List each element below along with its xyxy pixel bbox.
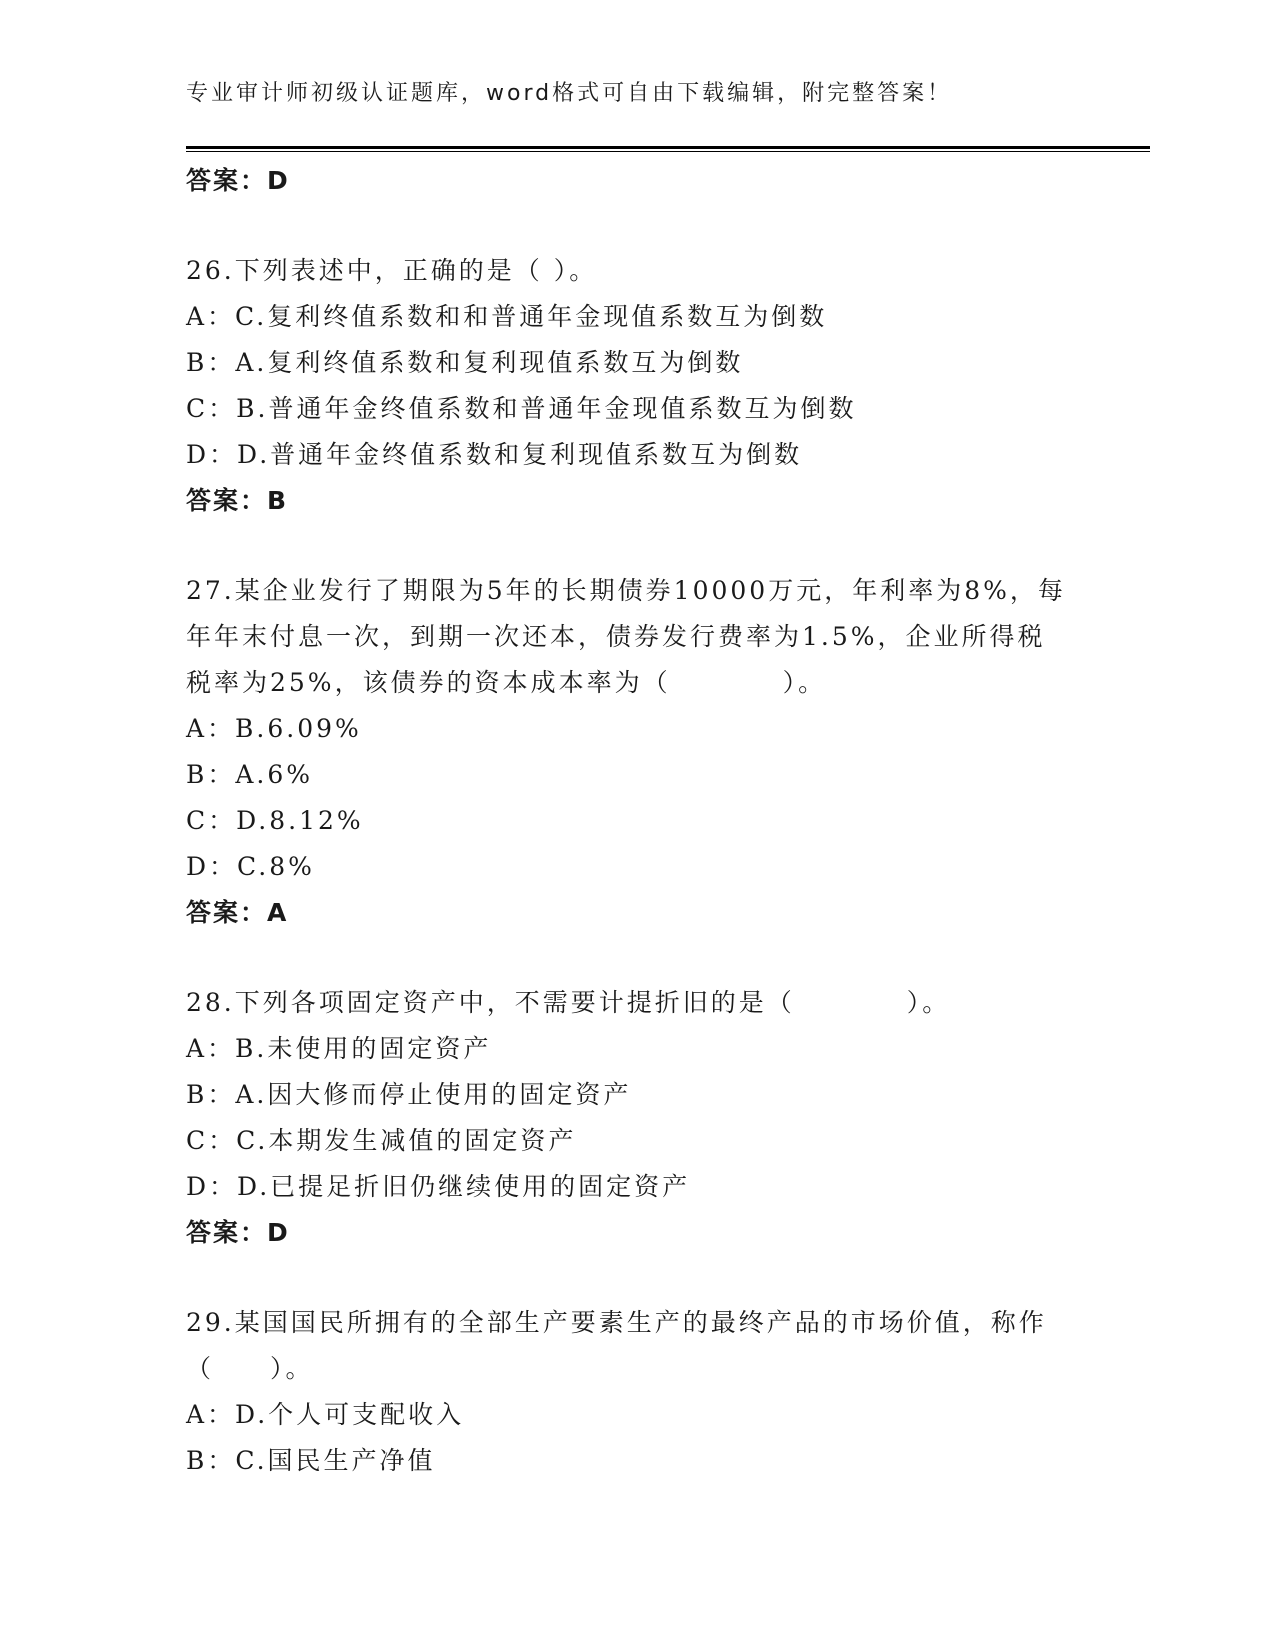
previous-answer: 答案：D bbox=[186, 166, 290, 195]
question-stem-line-3: 税率为25%，该债券的资本成本率为（ ）。 bbox=[186, 668, 827, 697]
question-stem-line-1: 29.某国国民所拥有的全部生产要素生产的最终产品的市场价值，称作 bbox=[186, 1308, 1047, 1337]
option-a: A：D.个人可支配收入 bbox=[186, 1400, 465, 1429]
question-27 bbox=[186, 568, 1086, 936]
question-stem-line-1: 27.某企业发行了期限为5年的长期债券10000万元，年利率为8%，每 bbox=[186, 576, 1066, 605]
question-stem-line-2: （ ）。 bbox=[186, 1354, 314, 1383]
answer: 答案：B bbox=[186, 486, 289, 515]
option-d: D：D.普通年金终值系数和复利现值系数互为倒数 bbox=[186, 440, 803, 469]
option-b: B：A.6% bbox=[186, 760, 314, 789]
answer: 答案：D bbox=[186, 1218, 290, 1247]
option-b: B：A.因大修而停止使用的固定资产 bbox=[186, 1080, 632, 1109]
header-rule-thin bbox=[186, 151, 1150, 152]
question-stem: 28.下列各项固定资产中，不需要计提折旧的是（ ）。 bbox=[186, 988, 951, 1017]
option-b: B：A.复利终值系数和复利现值系数互为倒数 bbox=[186, 348, 744, 377]
question-content bbox=[186, 158, 1086, 1484]
question-stem-line-2: 年年末付息一次，到期一次还本，债券发行费率为1.5%，企业所得税 bbox=[186, 622, 1046, 651]
option-d: D：C.8% bbox=[186, 852, 315, 881]
answer: 答案：A bbox=[186, 898, 289, 927]
option-a: A：C.复利终值系数和和普通年金现值系数互为倒数 bbox=[186, 302, 828, 331]
document-header: 专业审计师初级认证题库，word格式可自由下载编辑，附完整答案！ bbox=[186, 81, 953, 106]
option-a: A：B.6.09% bbox=[186, 714, 362, 743]
question-stem: 26.下列表述中，正确的是（ ）。 bbox=[186, 256, 598, 285]
option-b: B：C.国民生产净值 bbox=[186, 1446, 436, 1475]
option-c: C：C.本期发生减值的固定资产 bbox=[186, 1126, 577, 1155]
option-c: C：D.8.12% bbox=[186, 806, 364, 835]
question-26 bbox=[186, 248, 1086, 524]
question-28 bbox=[186, 980, 1086, 1256]
option-a: A：B.未使用的固定资产 bbox=[186, 1034, 492, 1063]
header-rule-thick bbox=[186, 146, 1150, 149]
option-d: D：D.已提足折旧仍继续使用的固定资产 bbox=[186, 1172, 691, 1201]
question-29 bbox=[186, 1300, 1086, 1484]
option-c: C：B.普通年金终值系数和普通年金现值系数互为倒数 bbox=[186, 394, 857, 423]
